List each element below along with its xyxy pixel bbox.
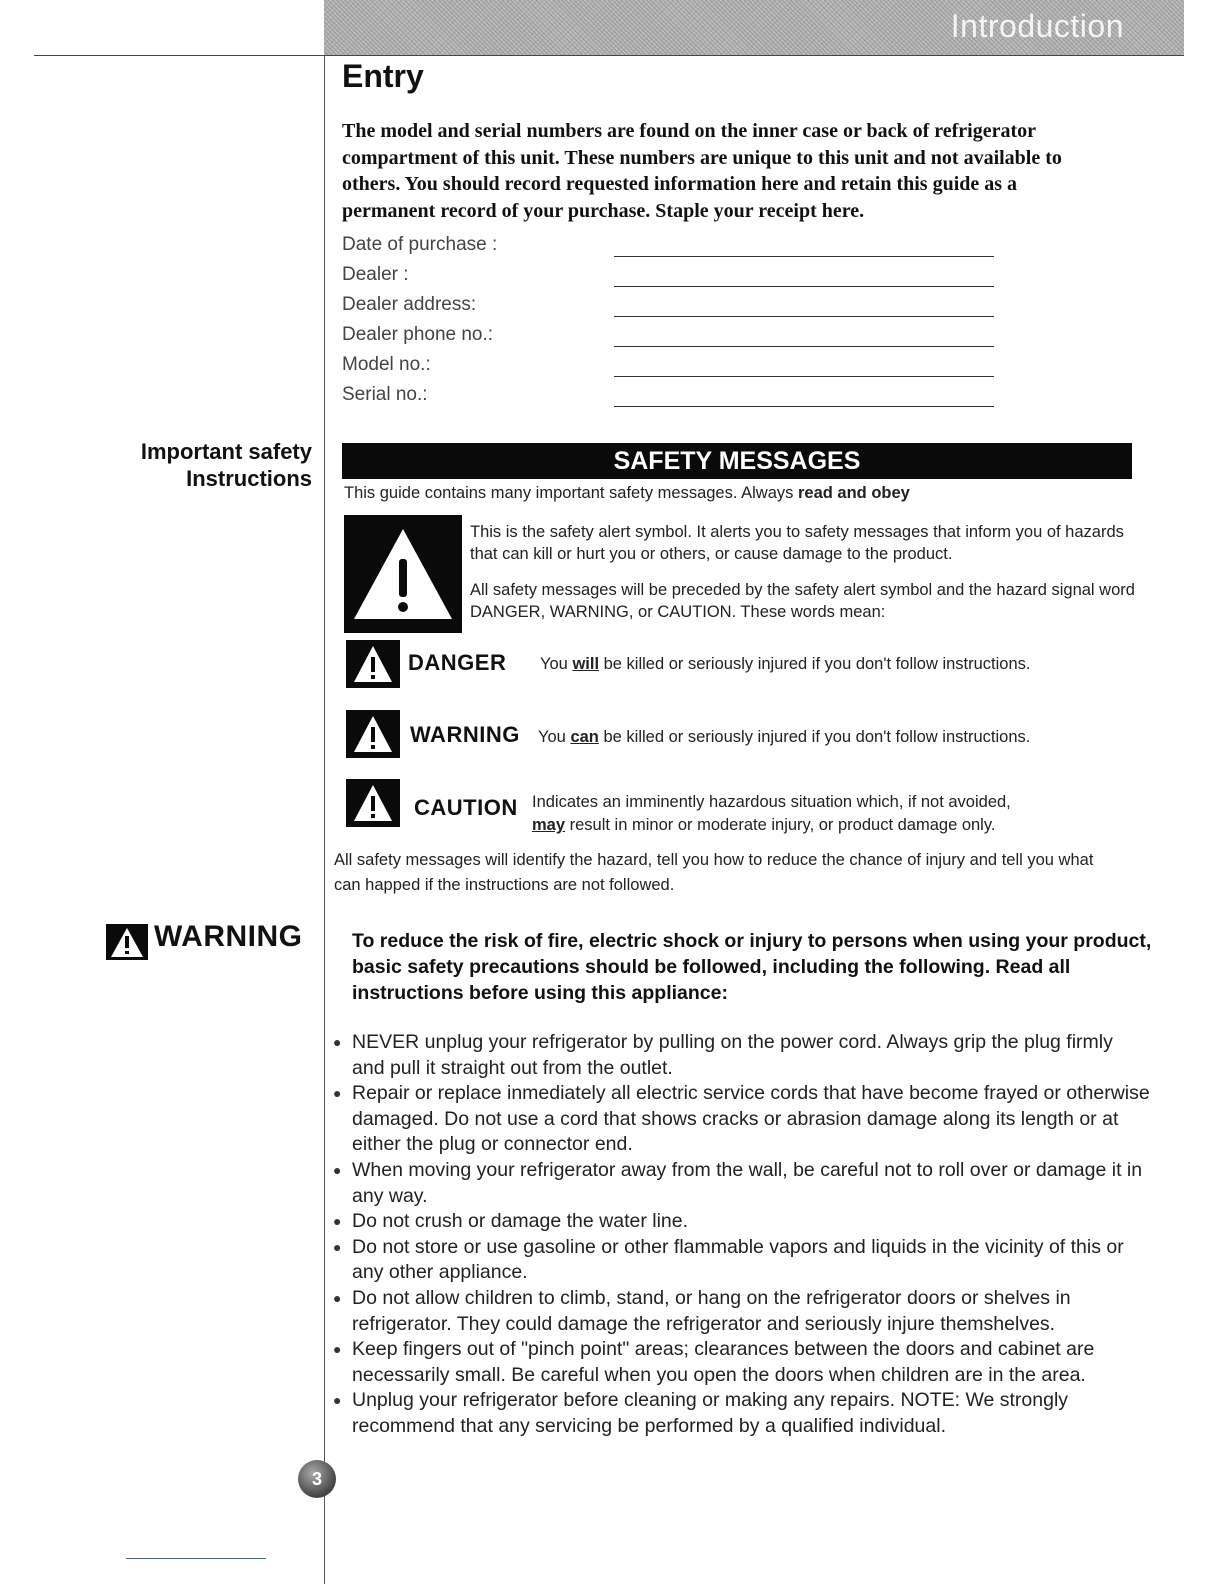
field-underline: [614, 406, 994, 407]
field-dealer-phone[interactable]: [342, 324, 1002, 354]
bullet-text: Unplug your refrigerator before cleaning or making any repairs. NOTE: We strongly recommend that any servicing be performed by a qualified individual.: [352, 1389, 1069, 1437]
header-band: [324, 0, 1184, 56]
bullet-text: Do not store or use gasoline or other flammable vapors and liquids in the vicinity of this or any other appliance.: [352, 1235, 1124, 1284]
bullet-text: When moving your refrigerator away from the wall, be careful not to roll over or damage it in any way.: [352, 1158, 1143, 1207]
bullet-text: NEVER unplug your refrigerator by pulling on the power cord. Always grip the plug firmly and pull it straight out from the outlet.: [352, 1031, 1113, 1079]
alert-description: This is the safety alert symbol. It alerts you to safety messages that inform you of hazards that can kill or hurt you or others, or cause damage to the product.: [470, 523, 1124, 563]
section-title: Introduction: [950, 8, 1124, 44]
caution-line2: [532, 814, 1132, 837]
bullet-dot: ●: [333, 1085, 342, 1102]
guide-intro-bold: read and obey: [797, 484, 910, 502]
page-number-badge: 3: [298, 1460, 336, 1498]
guide-intro-text: This guide contains many important safety messages. Always: [344, 484, 794, 502]
caution-text: [532, 791, 1132, 837]
bullet-dot: ●: [333, 1392, 342, 1409]
bullet-dot: ●: [333, 1034, 342, 1050]
warning-pre: You: [538, 728, 566, 746]
field-label: Dealer address:: [342, 294, 477, 315]
list-item: [330, 1081, 1150, 1158]
side-heading-line1: Important safety: [140, 439, 312, 464]
field-dealer[interactable]: [342, 264, 1002, 294]
field-label: Date of purchase :: [342, 234, 498, 255]
warning-icon: [346, 710, 400, 758]
bullet-dot: ●: [333, 1341, 342, 1358]
list-item: [330, 1158, 1150, 1209]
top-rule: [34, 55, 1184, 56]
danger-text: [540, 653, 1030, 676]
warning-key: can: [570, 728, 599, 746]
warning-bullet-list: [330, 1030, 1150, 1440]
warning-side-icon: [106, 924, 148, 960]
list-item: [330, 1388, 1150, 1439]
bullet-dot: ●: [333, 1289, 342, 1306]
field-label: Serial no.:: [342, 384, 428, 405]
alert-signal-words: All safety messages will be preceded by the safety alert symbol and the hazard signal word DANGER, WARNING, or CAUTION. These words mean:: [470, 581, 1135, 621]
field-underline: [614, 376, 994, 377]
field-label: Dealer phone no.:: [342, 324, 494, 345]
list-item: [330, 1030, 1150, 1081]
caution-line1: Indicates an imminently hazardous situation which, if not avoided,: [532, 793, 1011, 811]
caution-word: CAUTION: [414, 795, 518, 820]
field-underline: [614, 346, 994, 347]
bullet-text: Do not crush or damage the water line.: [352, 1210, 689, 1233]
warning-intro: To reduce the risk of fire, electric shock or injury to persons when using your product, basic safety precautions should be followed, including the following. Read all instructions before using this appliance:: [352, 930, 1152, 1004]
field-label: Dealer :: [342, 264, 409, 285]
field-date-of-purchase[interactable]: [342, 234, 1002, 264]
field-underline: [614, 256, 994, 257]
entry-intro: The model and serial numbers are found on the inner case or back of refrigerator compartment of this unit. These numbers are unique to this unit and not available to others. You should record requested information here and retain this guide as a permanent record of your purchase. Staple your receipt here.: [342, 120, 1062, 222]
field-model-no[interactable]: [342, 354, 1002, 384]
bullet-dot: ●: [333, 1238, 342, 1255]
page-title: Entry: [342, 58, 424, 94]
guide-intro: [344, 484, 910, 503]
side-heading-important-safety: [90, 438, 312, 492]
bullet-text: Do not allow children to climb, stand, or hang on the refrigerator doors or shelves in refrigerator. They could damage the refrigerator and seriously injure themshelves.: [352, 1286, 1071, 1335]
danger-key: will: [572, 655, 600, 673]
list-item: [330, 1286, 1150, 1337]
danger-post: be killed or seriously injured if you don't follow instructions.: [603, 655, 1031, 673]
list-item: [330, 1209, 1150, 1235]
footer-link-line: [126, 1558, 266, 1559]
danger-pre: You: [540, 655, 568, 673]
bullet-dot: ●: [333, 1213, 342, 1230]
warning-text: [538, 726, 1030, 749]
field-underline: [614, 286, 994, 287]
field-label: Model no.:: [342, 354, 431, 375]
safety-alert-icon: [344, 515, 462, 633]
safety-footer: All safety messages will identify the hazard, tell you how to reduce the chance of injury and tell you what can happed if the instructions are not followed.: [334, 851, 1094, 894]
bullet-dot: ●: [333, 1161, 342, 1178]
warning-word: WARNING: [410, 722, 520, 747]
list-item: [330, 1337, 1150, 1388]
caution-post: result in minor or moderate injury, or product damage only.: [569, 816, 996, 834]
bullet-text: Keep fingers out of "pinch point" areas; clearances between the doors and cabinet are necessarily small. Be careful when you open the doors when children are in the area.: [352, 1338, 1095, 1386]
side-heading-line2: Instructions: [186, 466, 312, 491]
danger-word: DANGER: [408, 650, 507, 675]
bullet-text: Repair or replace inmediately all electric service cords that have become frayed or otherwise damaged. Do not use a cord that shows cracks or abrasion damage along its length or at either the plug or connector end.: [352, 1082, 1150, 1156]
caution-key: may: [532, 816, 566, 834]
danger-icon: [346, 640, 400, 688]
field-dealer-address[interactable]: [342, 294, 1002, 324]
side-warning-word: WARNING: [154, 920, 303, 953]
vertical-rule: [324, 56, 325, 1584]
field-underline: [614, 316, 994, 317]
caution-icon: [346, 779, 400, 827]
safety-messages-banner: SAFETY MESSAGES: [342, 443, 1132, 479]
field-serial-no[interactable]: [342, 384, 1002, 414]
warning-post: be killed or seriously injured if you don't follow instructions.: [603, 728, 1031, 746]
list-item: [330, 1235, 1150, 1286]
